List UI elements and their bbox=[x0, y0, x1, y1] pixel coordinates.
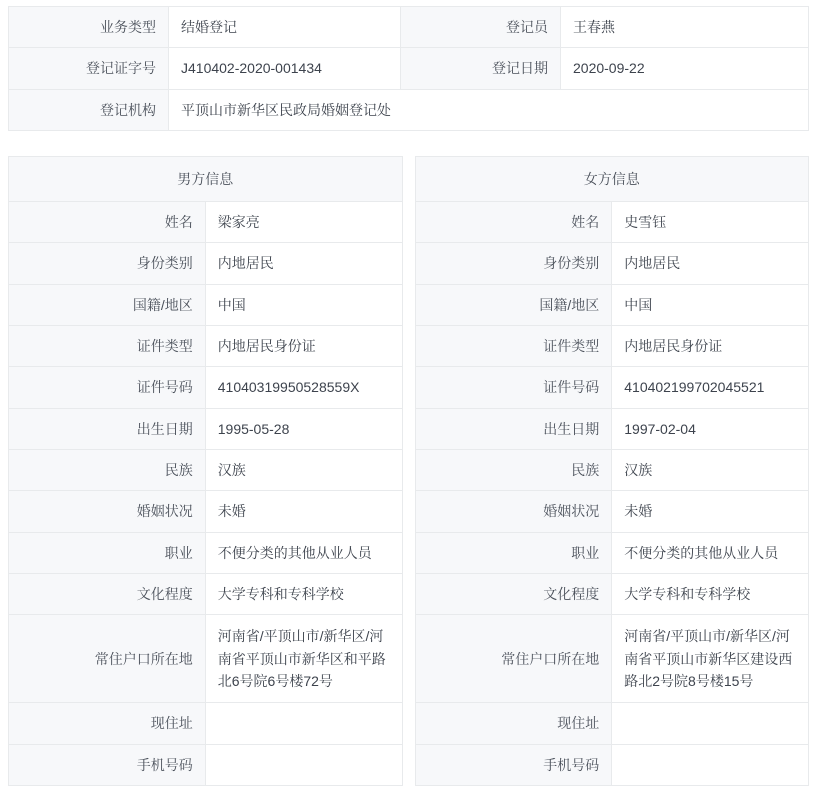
male-nationality-value: 中国 bbox=[205, 284, 402, 325]
female-marital-status-label: 婚姻状况 bbox=[415, 491, 612, 532]
table-row bbox=[415, 615, 809, 703]
table-row bbox=[415, 449, 809, 490]
male-identity-type-label: 身份类别 bbox=[9, 243, 206, 284]
female-column bbox=[415, 156, 810, 786]
female-occupation-value: 不便分类的其他从业人员 bbox=[612, 532, 809, 573]
male-name-value: 梁家亮 bbox=[205, 202, 402, 243]
table-row bbox=[9, 491, 403, 532]
table-row bbox=[415, 243, 809, 284]
male-id-type-label: 证件类型 bbox=[9, 326, 206, 367]
female-household-address-value: 河南省/平顶山市/新华区/河南省平顶山市新华区建设西路北2号院8号楼15号 bbox=[612, 615, 809, 703]
female-id-type-value: 内地居民身份证 bbox=[612, 326, 809, 367]
female-phone-value bbox=[612, 744, 809, 785]
registration-date-label: 登记日期 bbox=[401, 48, 561, 89]
table-row bbox=[415, 367, 809, 408]
male-id-number-label: 证件号码 bbox=[9, 367, 206, 408]
female-section-title: 女方信息 bbox=[415, 156, 809, 201]
male-phone-label: 手机号码 bbox=[9, 744, 206, 785]
female-info-table bbox=[415, 156, 810, 786]
table-row bbox=[9, 7, 809, 48]
male-id-type-value: 内地居民身份证 bbox=[205, 326, 402, 367]
table-row bbox=[9, 284, 403, 325]
female-nationality-label: 国籍/地区 bbox=[415, 284, 612, 325]
female-ethnicity-label: 民族 bbox=[415, 449, 612, 490]
business-type-label: 业务类型 bbox=[9, 7, 169, 48]
female-id-number-label: 证件号码 bbox=[415, 367, 612, 408]
table-row bbox=[9, 703, 403, 744]
summary-table bbox=[8, 6, 809, 131]
male-name-label: 姓名 bbox=[9, 202, 206, 243]
table-row bbox=[9, 532, 403, 573]
female-current-address-value bbox=[612, 703, 809, 744]
table-row bbox=[415, 744, 809, 785]
female-name-value: 史雪钰 bbox=[612, 202, 809, 243]
table-row bbox=[9, 408, 403, 449]
female-education-value: 大学专科和专科学校 bbox=[612, 573, 809, 614]
registrar-value: 王春燕 bbox=[561, 7, 809, 48]
table-row bbox=[9, 89, 809, 130]
registrar-label: 登记员 bbox=[401, 7, 561, 48]
female-id-number-value: 410402199702045521 bbox=[612, 367, 809, 408]
table-row bbox=[415, 156, 809, 201]
registration-org-label: 登记机构 bbox=[9, 89, 169, 130]
male-ethnicity-value: 汉族 bbox=[205, 449, 402, 490]
male-marital-status-value: 未婚 bbox=[205, 491, 402, 532]
male-identity-type-value: 内地居民 bbox=[205, 243, 402, 284]
male-education-label: 文化程度 bbox=[9, 573, 206, 614]
female-id-type-label: 证件类型 bbox=[415, 326, 612, 367]
female-ethnicity-value: 汉族 bbox=[612, 449, 809, 490]
registration-date-value: 2020-09-22 bbox=[561, 48, 809, 89]
business-type-value: 结婚登记 bbox=[169, 7, 401, 48]
table-row bbox=[415, 573, 809, 614]
table-row bbox=[415, 491, 809, 532]
registration-org-value: 平顶山市新华区民政局婚姻登记处 bbox=[169, 89, 809, 130]
female-birth-date-value: 1997-02-04 bbox=[612, 408, 809, 449]
female-education-label: 文化程度 bbox=[415, 573, 612, 614]
table-row bbox=[415, 703, 809, 744]
male-ethnicity-label: 民族 bbox=[9, 449, 206, 490]
table-row bbox=[9, 202, 403, 243]
certificate-number-value: J410402-2020-001434 bbox=[169, 48, 401, 89]
male-birth-date-label: 出生日期 bbox=[9, 408, 206, 449]
male-current-address-value bbox=[205, 703, 402, 744]
female-identity-type-label: 身份类别 bbox=[415, 243, 612, 284]
table-row bbox=[9, 156, 403, 201]
male-occupation-label: 职业 bbox=[9, 532, 206, 573]
male-marital-status-label: 婚姻状况 bbox=[9, 491, 206, 532]
table-row bbox=[9, 367, 403, 408]
female-household-address-label: 常住户口所在地 bbox=[415, 615, 612, 703]
table-row bbox=[415, 532, 809, 573]
female-info-table-body bbox=[415, 156, 809, 785]
male-column bbox=[8, 156, 403, 786]
table-row bbox=[9, 326, 403, 367]
table-row bbox=[415, 326, 809, 367]
certificate-number-label: 登记证字号 bbox=[9, 48, 169, 89]
table-row bbox=[415, 202, 809, 243]
female-occupation-label: 职业 bbox=[415, 532, 612, 573]
female-marital-status-value: 未婚 bbox=[612, 491, 809, 532]
table-row bbox=[9, 744, 403, 785]
male-current-address-label: 现住址 bbox=[9, 703, 206, 744]
male-info-table-body bbox=[9, 156, 403, 785]
male-phone-value bbox=[205, 744, 402, 785]
male-section-title: 男方信息 bbox=[9, 156, 403, 201]
male-education-value: 大学专科和专科学校 bbox=[205, 573, 402, 614]
summary-table-body bbox=[9, 7, 809, 131]
male-household-address-value: 河南省/平顶山市/新华区/河南省平顶山市新华区和平路北6号院6号楼72号 bbox=[205, 615, 402, 703]
table-row bbox=[9, 573, 403, 614]
male-occupation-value: 不便分类的其他从业人员 bbox=[205, 532, 402, 573]
male-info-table bbox=[8, 156, 403, 786]
table-row bbox=[9, 449, 403, 490]
female-current-address-label: 现住址 bbox=[415, 703, 612, 744]
table-row bbox=[9, 48, 809, 89]
table-row bbox=[415, 284, 809, 325]
male-nationality-label: 国籍/地区 bbox=[9, 284, 206, 325]
female-birth-date-label: 出生日期 bbox=[415, 408, 612, 449]
female-name-label: 姓名 bbox=[415, 202, 612, 243]
male-id-number-value: 41040319950528559X bbox=[205, 367, 402, 408]
table-row bbox=[9, 243, 403, 284]
male-birth-date-value: 1995-05-28 bbox=[205, 408, 402, 449]
female-nationality-value: 中国 bbox=[612, 284, 809, 325]
table-row bbox=[415, 408, 809, 449]
female-phone-label: 手机号码 bbox=[415, 744, 612, 785]
male-household-address-label: 常住户口所在地 bbox=[9, 615, 206, 703]
female-identity-type-value: 内地居民 bbox=[612, 243, 809, 284]
person-columns bbox=[8, 156, 809, 786]
table-row bbox=[9, 615, 403, 703]
